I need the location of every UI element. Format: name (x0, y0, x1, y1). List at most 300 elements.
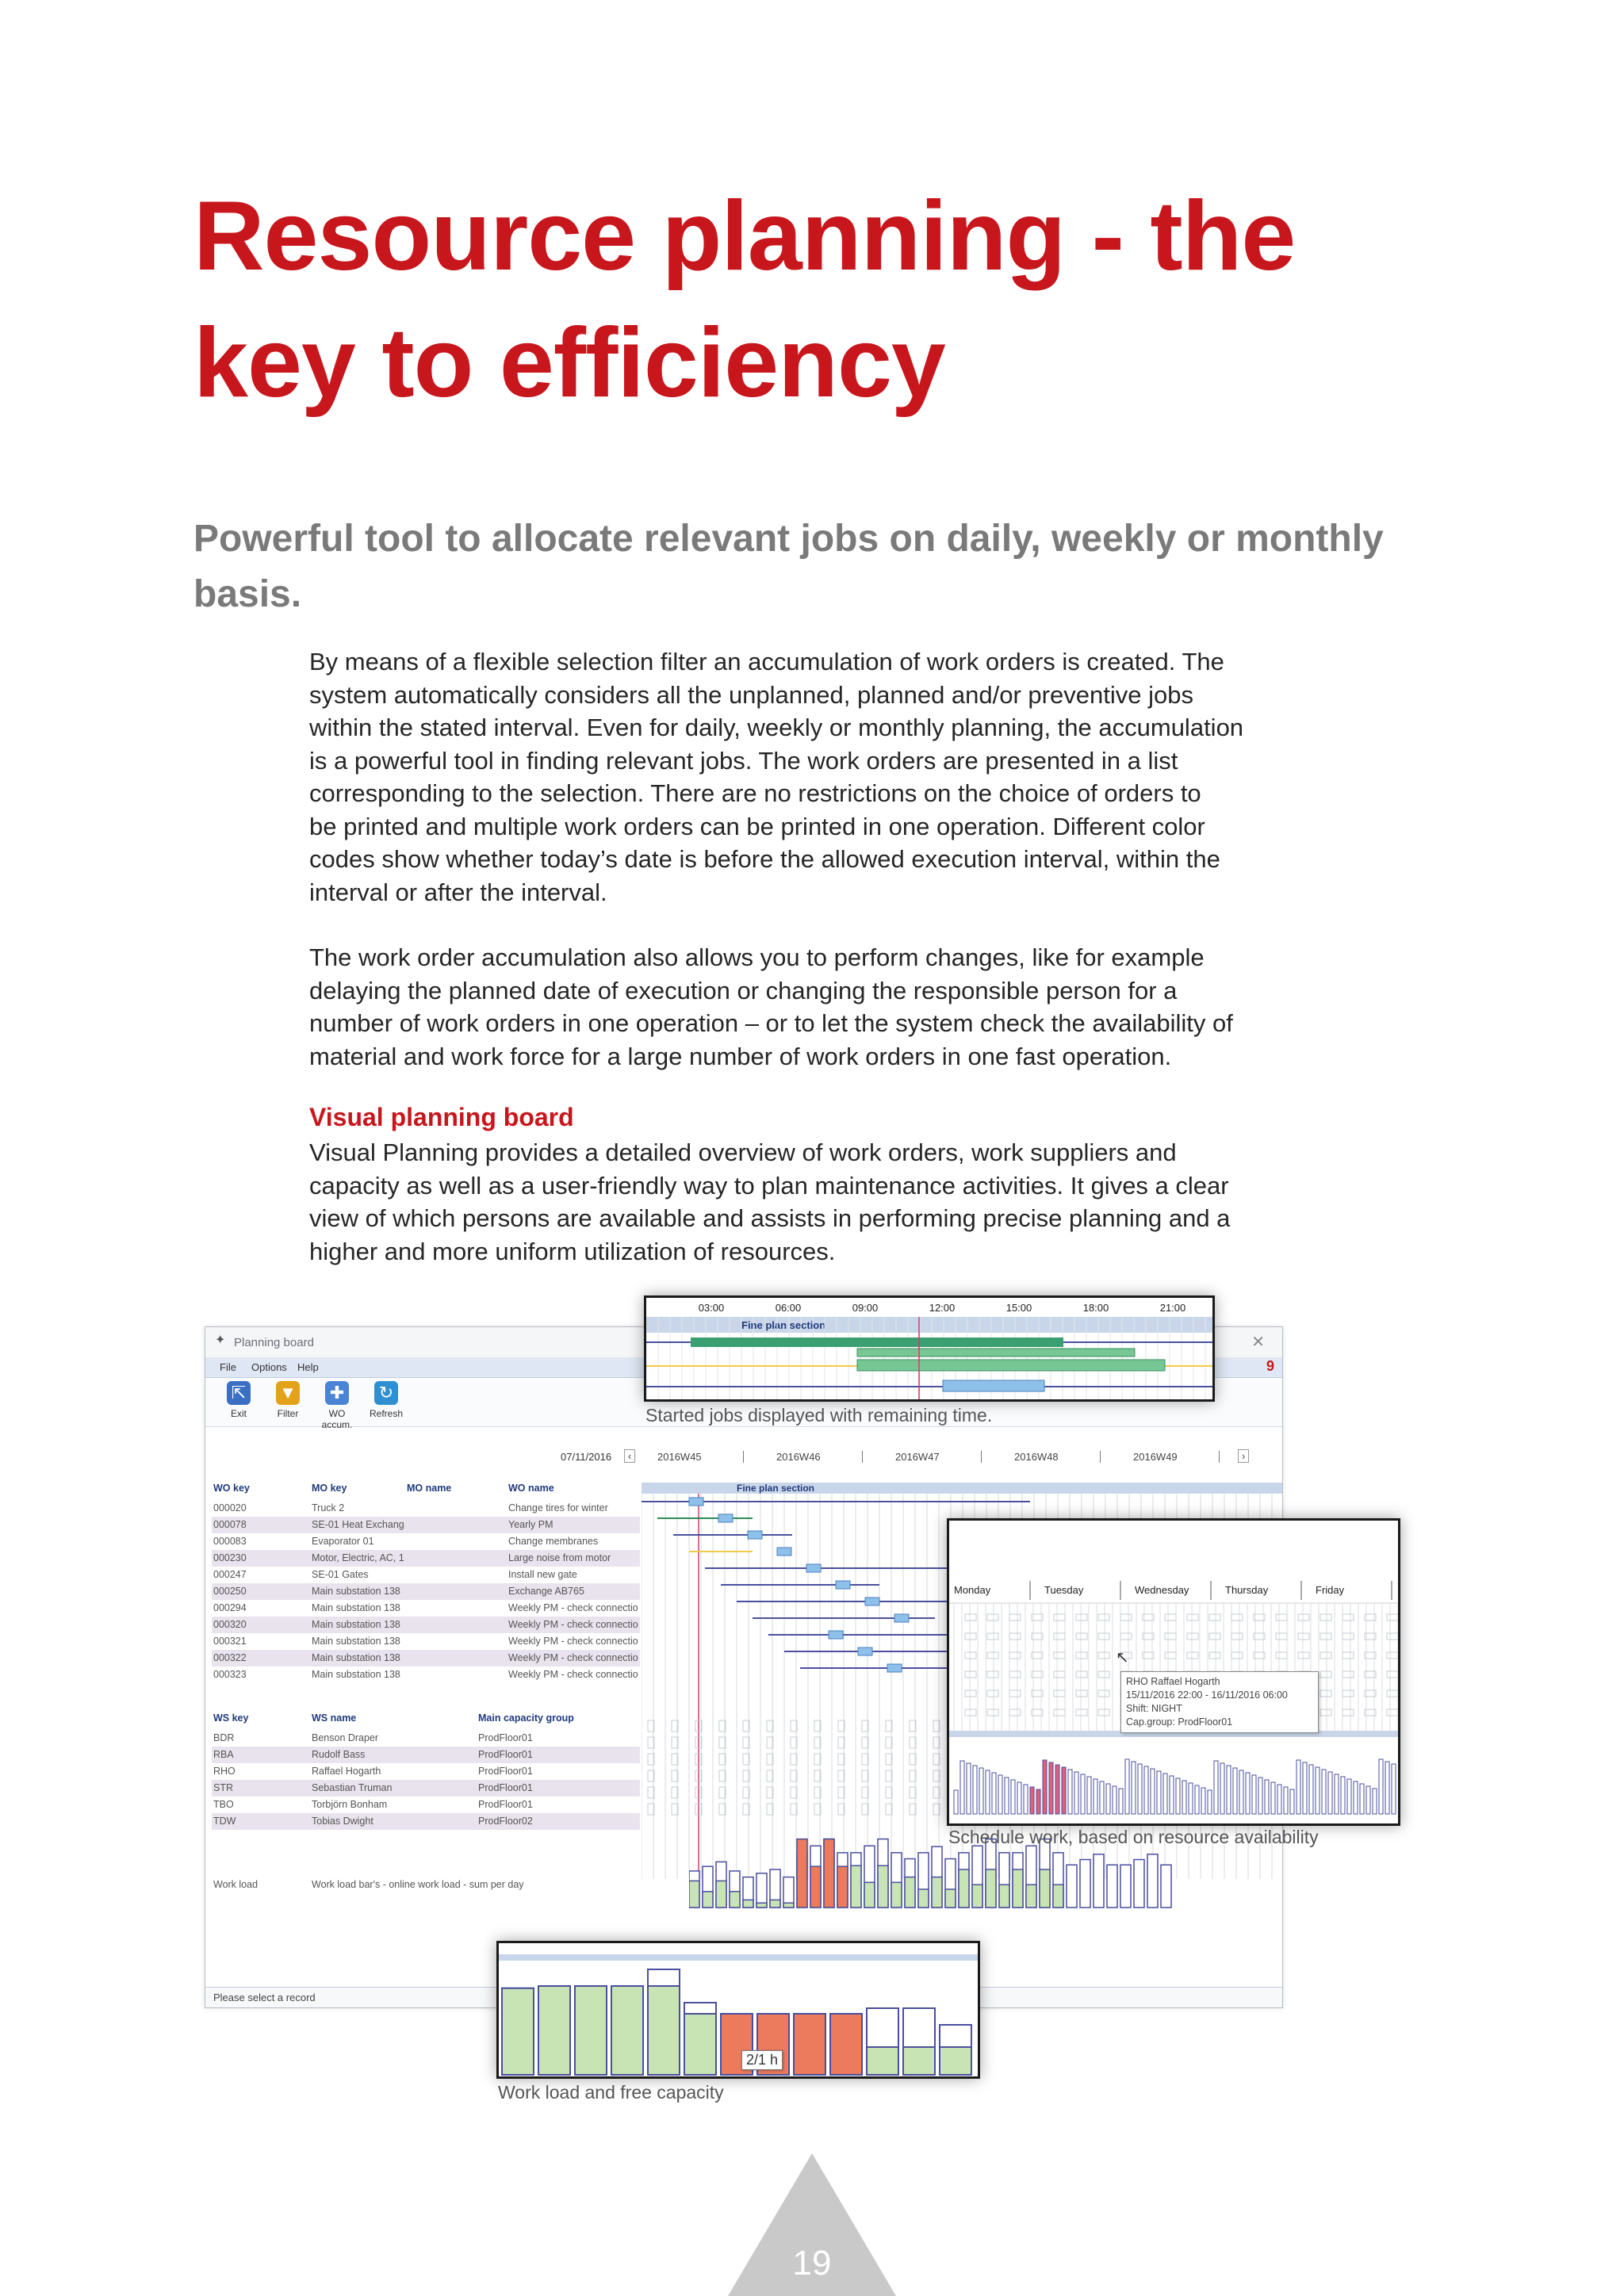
time-label: 18:00 (1082, 1302, 1109, 1314)
schedule-bar (1201, 1788, 1205, 1814)
load-bar (770, 1900, 780, 1908)
schedule-bar (1265, 1780, 1269, 1814)
table-cell: Main substation 138 (312, 1636, 400, 1647)
status-text: Please select a record (213, 1992, 316, 2003)
schedule-bar (1220, 1763, 1224, 1814)
schedule-bar (1246, 1773, 1250, 1814)
time-label: 09:00 (852, 1302, 879, 1314)
gantt-task (887, 1664, 902, 1672)
shift-slot (1187, 1652, 1198, 1659)
time-label: 15:00 (1005, 1302, 1032, 1314)
workload-band (499, 1954, 978, 1961)
paragraph-line: capacity as well as a user-friendly way to plan maintenance activities. It gives a clear (309, 1171, 1229, 1200)
shift-slot (1076, 1652, 1087, 1659)
gantt-task (836, 1581, 850, 1589)
schedule-bar (1227, 1766, 1231, 1814)
schedule-bar (1309, 1765, 1313, 1814)
page-number: 19 (792, 2244, 832, 2283)
schedule-bar (1068, 1770, 1072, 1814)
table-cell: ProdFloor01 (478, 1766, 533, 1777)
capacity-bar (1120, 1865, 1131, 1908)
timeline-header (205, 1448, 1282, 1468)
workload-chart (499, 1943, 978, 2076)
page-title (193, 173, 1542, 427)
capacity-bar (1067, 1865, 1077, 1908)
table-row[interactable] (212, 1780, 640, 1797)
schedule-bar (1011, 1780, 1015, 1814)
gantt-task (689, 1498, 703, 1506)
table-cell: Truck 2 (312, 1502, 345, 1513)
shift-slot (965, 1690, 976, 1697)
shift-slot (1076, 1633, 1087, 1640)
paragraph-line: interval or after the interval. (309, 878, 607, 906)
shift-slot (1342, 1614, 1354, 1621)
shift-slot (1320, 1652, 1331, 1659)
table-cell: Main substation 138 (312, 1586, 400, 1597)
table-cell: 000322 (213, 1652, 247, 1663)
schedule-bar (1303, 1762, 1307, 1814)
schedule-bar (1036, 1789, 1040, 1814)
paragraph-line: system automatically considers all the unplanned, planned and/or preventive jobs (309, 680, 1193, 709)
shift-slot (987, 1690, 998, 1697)
capacity-bar (1107, 1865, 1117, 1908)
prev-arrow-icon[interactable]: ‹ (624, 1449, 635, 1463)
week-label[interactable]: 2016W48 (1014, 1451, 1101, 1463)
schedule-bar (1284, 1787, 1288, 1814)
week-label[interactable]: 2016W49 (1133, 1451, 1220, 1463)
schedule-bar (1024, 1785, 1028, 1814)
schedule-bar (1043, 1760, 1047, 1814)
menu-help[interactable]: Help (297, 1361, 319, 1373)
shift-slot (1320, 1709, 1331, 1716)
shift-slot (1231, 1652, 1243, 1659)
exit-icon: ⇱ (227, 1381, 251, 1405)
shift-slot (1098, 1709, 1109, 1716)
shift-slot (1098, 1671, 1109, 1678)
table-cell: STR (213, 1782, 233, 1793)
schedule-bar (1208, 1790, 1212, 1814)
shift-slot (1298, 1652, 1309, 1659)
intro-paragraph (309, 645, 1340, 909)
shift-slot (1320, 1614, 1331, 1621)
paragraph-line: delaying the planned date of execution or changing the responsible person for a (309, 976, 1178, 1004)
table-row[interactable] (212, 1763, 640, 1780)
schedule-caption: Schedule work, based on resource availability (948, 1827, 1319, 1847)
week-label[interactable]: 2016W45 (657, 1451, 744, 1463)
schedule-bar (1360, 1784, 1364, 1814)
schedule-bar (1366, 1786, 1370, 1814)
workload-popup (496, 1941, 980, 2079)
time-label: 12:00 (929, 1302, 956, 1314)
schedule-bar (1297, 1760, 1300, 1814)
page-title-line1: Resource planning - the (193, 182, 1296, 291)
workload-top (499, 1943, 978, 1954)
paragraph-line: The work order accumulation also allows you to perform changes, like for example (309, 943, 1205, 971)
column-header[interactable]: WS key (213, 1712, 249, 1724)
table-row[interactable] (212, 1730, 640, 1747)
shift-slot (1276, 1652, 1287, 1659)
fine-section-band (646, 1317, 1212, 1333)
capacity-bar (1134, 1860, 1144, 1908)
shift-slot (1342, 1690, 1354, 1697)
shift-slot (1098, 1690, 1109, 1697)
toolbar-label: Refresh (369, 1408, 404, 1419)
menu-options[interactable]: Options (251, 1361, 287, 1373)
schedule-bar (1252, 1775, 1256, 1814)
shift-slot (1187, 1633, 1198, 1640)
shift-slot (1120, 1633, 1132, 1640)
day-label: Wednesday (1135, 1584, 1189, 1596)
tooltip-line3: Shift: NIGHT (1126, 1703, 1182, 1714)
table-row[interactable] (212, 1617, 640, 1633)
filter-icon: ▼ (276, 1381, 300, 1405)
table-row[interactable] (212, 1567, 640, 1583)
shift-slot (1009, 1690, 1021, 1697)
schedule-bar (967, 1763, 971, 1814)
schedule-bar (986, 1770, 990, 1814)
gantt-task (806, 1564, 821, 1572)
table-cell: RHO (213, 1766, 236, 1777)
schedule-bar (1328, 1772, 1332, 1814)
schedule-bar (1347, 1779, 1351, 1814)
load-bar (972, 1885, 982, 1908)
load-bar (502, 1988, 534, 2075)
load-bar (959, 1869, 969, 1908)
page-subtitle-line1: Powerful tool to allocate relevant jobs on daily, weekly or monthly (193, 518, 1384, 560)
table-cell: Weekly PM - check connectio (508, 1652, 638, 1663)
shift-slot (987, 1614, 998, 1621)
table-cell: Main substation 138 (312, 1619, 400, 1630)
schedule-bar (1214, 1761, 1218, 1814)
schedule-bar (1157, 1771, 1161, 1814)
column-header[interactable]: WS name (312, 1712, 357, 1724)
schedule-bar (1373, 1789, 1377, 1814)
table-cell: Sebastian Truman (312, 1782, 393, 1793)
shift-slot (965, 1614, 976, 1621)
shift-slot (1054, 1690, 1065, 1697)
shift-slot (1098, 1633, 1109, 1640)
table-cell: Exchange AB765 (508, 1586, 584, 1597)
shift-slot (1298, 1614, 1309, 1621)
current-date: 07/11/2016 (561, 1451, 612, 1463)
week-label[interactable]: 2016W47 (895, 1451, 982, 1463)
refresh-icon: ↻ (374, 1381, 398, 1405)
load-bar (864, 1882, 875, 1908)
paragraph-line: be printed and multiple work orders can be printed in one operation. Different color (309, 812, 1205, 840)
schedule-bar (1049, 1762, 1053, 1814)
schedule-bar (1354, 1781, 1358, 1814)
schedule-bar (1087, 1777, 1091, 1814)
table-cell: Large noise from motor (508, 1552, 611, 1563)
table-row[interactable] (212, 1500, 640, 1517)
schedule-bar (1239, 1770, 1243, 1814)
schedule-bar (1132, 1762, 1136, 1814)
schedule-bar (1341, 1777, 1345, 1814)
load-bar (945, 1889, 956, 1908)
column-header[interactable]: WO key (213, 1483, 250, 1494)
paragraph-line: higher and more uniform utilization of resources. (309, 1237, 836, 1265)
table-cell: SE-01 Heat Exchang (312, 1519, 404, 1530)
tooltip-line1: RHO Raffael Hogarth (1126, 1676, 1220, 1687)
shift-slot (1187, 1614, 1198, 1621)
load-bar (905, 1877, 915, 1908)
schedule-bar (1062, 1767, 1066, 1814)
shift-slot (1076, 1614, 1087, 1621)
table-cell: Motor, Electric, AC, 1 (312, 1552, 404, 1563)
shift-slot (1054, 1671, 1065, 1678)
shift-slot (1320, 1633, 1331, 1640)
workload-description: Work load bar's - online work load - sum per day (312, 1879, 524, 1890)
column-header[interactable]: MO name (407, 1483, 452, 1494)
table-cell: Change tires for winter (508, 1502, 608, 1513)
schedule-bar (1233, 1768, 1237, 1814)
shift-slot (965, 1652, 976, 1659)
table-cell: Raffael Hogarth (312, 1766, 381, 1777)
toolbar-refresh-button[interactable] (362, 1381, 410, 1419)
toolbar-label: Exit (230, 1408, 247, 1419)
table-cell: ProdFloor02 (478, 1816, 533, 1827)
load-bar (837, 1866, 848, 1908)
shift-slot (1054, 1633, 1065, 1640)
load-bar (1053, 1885, 1063, 1908)
schedule-bar (1176, 1778, 1180, 1814)
table-cell: Main substation 138 (312, 1652, 400, 1663)
load-bar (783, 1903, 794, 1908)
schedule-bar (1335, 1774, 1339, 1814)
table-cell: Weekly PM - check connectio (508, 1636, 638, 1647)
shift-slot (1209, 1652, 1220, 1659)
toolbar-label: Filter (277, 1408, 299, 1419)
schedule-popup (947, 1518, 1400, 1826)
schedule-bar (1271, 1782, 1275, 1814)
shift-slot (1209, 1614, 1220, 1621)
table-row[interactable] (212, 1600, 640, 1617)
load-bar (743, 1900, 753, 1908)
toolbar-exit-button[interactable] (215, 1381, 262, 1419)
next-arrow-icon[interactable]: › (1238, 1449, 1249, 1463)
load-bar (932, 1877, 942, 1908)
accumulate-icon: ✚ (325, 1381, 349, 1405)
paragraph-line: view of which persons are available and assists in performing precise planning and a (309, 1204, 1231, 1232)
schedule-bar (1113, 1786, 1116, 1814)
table-row[interactable] (212, 1650, 640, 1667)
shift-slot (1098, 1652, 1109, 1659)
shift-slot (987, 1633, 998, 1640)
schedule-bar (1258, 1777, 1262, 1814)
table-cell: Install new gate (508, 1569, 577, 1580)
shift-slot (1231, 1633, 1243, 1640)
load-bar (891, 1882, 902, 1908)
table-row[interactable] (212, 1797, 640, 1813)
load-bar (575, 1986, 607, 2075)
menu-file[interactable]: File (220, 1361, 236, 1373)
shift-slot (1342, 1709, 1354, 1716)
schedule-bar (1100, 1781, 1104, 1814)
column-header[interactable]: Main capacity group (478, 1712, 574, 1724)
fine-plan-popup (644, 1295, 1215, 1402)
table-cell: SE-01 Gates (312, 1569, 369, 1580)
capacity-bar (1080, 1860, 1090, 1908)
table-cell: 000320 (213, 1619, 247, 1630)
schedule-bar (1074, 1772, 1078, 1814)
load-bar (648, 1986, 680, 2075)
shift-slot (1387, 1652, 1398, 1659)
table-row[interactable] (212, 1633, 640, 1650)
schedule-bar (1055, 1765, 1059, 1814)
shift-slot (1342, 1633, 1354, 1640)
table-cell: 000083 (213, 1536, 247, 1547)
workload-label: Work load (213, 1879, 259, 1890)
load-bar (867, 2047, 898, 2075)
column-header[interactable]: MO key (312, 1483, 347, 1494)
schedule-bar (1094, 1779, 1097, 1814)
workload-caption: Work load and free capacity (498, 2082, 724, 2103)
table-cell: Tobias Dwight (312, 1816, 373, 1827)
table-row[interactable] (212, 1550, 640, 1567)
gantt-section-label: Fine plan section (737, 1483, 815, 1494)
column-header[interactable]: WO name (508, 1483, 554, 1494)
table-row[interactable] (212, 1517, 640, 1533)
toolbar-label: WO accum. (321, 1408, 353, 1430)
paragraph-line: By means of a flexible selection filter an accumulation of work orders is created. The (309, 648, 1224, 675)
schedule-bar (1170, 1776, 1174, 1814)
page-subtitle (193, 511, 1494, 622)
schedule-bar (1385, 1762, 1389, 1814)
time-label: 21:00 (1159, 1302, 1186, 1314)
table-cell: Evaporator 01 (312, 1536, 374, 1547)
load-bar (903, 2047, 935, 2075)
window-title: Planning board (234, 1336, 314, 1349)
close-icon[interactable]: ✕ (1251, 1334, 1265, 1351)
week-label[interactable]: 2016W46 (776, 1451, 863, 1463)
table-cell: Main substation 138 (312, 1669, 400, 1680)
table-cell: RBA (213, 1749, 234, 1760)
shift-slot (1342, 1671, 1354, 1678)
shift-slot (1387, 1633, 1398, 1640)
load-bar (830, 2014, 862, 2075)
shift-slot (987, 1709, 998, 1716)
table-cell: Main substation 138 (312, 1602, 400, 1613)
shift-slot (987, 1671, 998, 1678)
table-cell: BDR (213, 1732, 235, 1743)
load-bar (986, 1869, 996, 1908)
load-bar (794, 2014, 825, 2075)
page-marker: 9 (1266, 1358, 1274, 1374)
shift-slot (1009, 1709, 1021, 1716)
load-bar (851, 1866, 861, 1908)
table-row[interactable] (212, 1583, 640, 1600)
shift-slot (965, 1709, 976, 1716)
shift-slot (1276, 1614, 1287, 1621)
load-bar (878, 1866, 888, 1908)
accumulation-paragraph (309, 941, 1340, 1073)
table-cell: 000294 (213, 1602, 247, 1613)
shift-slot (1387, 1690, 1398, 1697)
page-title-line2: key to efficiency (193, 308, 945, 418)
table-cell: Benson Draper (312, 1732, 379, 1743)
table-row[interactable] (212, 1747, 640, 1763)
shift-slot (965, 1671, 976, 1678)
load-bar (1026, 1885, 1036, 1908)
table-cell: Weekly PM - check connectio (508, 1669, 638, 1680)
day-label: Tuesday (1044, 1584, 1084, 1596)
day-label: Monday (954, 1584, 991, 1596)
fine-task (857, 1349, 1135, 1357)
fine-section-label: Fine plan section (741, 1319, 826, 1331)
shift-slot (1165, 1633, 1176, 1640)
resource-tooltip (1120, 1671, 1319, 1733)
table-cell: Weekly PM - check connectio (508, 1619, 638, 1630)
shift-slot (1165, 1614, 1176, 1621)
paragraph-line: within the stated interval. Even for daily, weekly or monthly planning, the accumulation (309, 714, 1244, 741)
schedule-bar (1195, 1785, 1199, 1814)
shift-slot (1009, 1633, 1021, 1640)
shift-slot (1387, 1709, 1398, 1716)
time-label: 06:00 (775, 1302, 802, 1314)
table-cell: 000323 (213, 1669, 247, 1680)
load-bar (1040, 1869, 1050, 1908)
fine-task (691, 1337, 1063, 1347)
load-bar (940, 2047, 971, 2075)
shift-slot (1231, 1614, 1243, 1621)
shift-slot (1054, 1709, 1065, 1716)
day-label: Thursday (1225, 1584, 1269, 1596)
load-bar (756, 1903, 767, 1908)
schedule-bar (1277, 1785, 1281, 1814)
load-bar (1013, 1869, 1023, 1908)
load-bar (611, 1986, 643, 2075)
schedule-bar (1392, 1764, 1396, 1814)
load-bar (689, 1881, 699, 1908)
schedule-bar (1017, 1782, 1021, 1814)
paragraph-line: corresponding to the selection. There are no restrictions on the choice of orders to (309, 779, 1201, 807)
load-bar (716, 1881, 726, 1908)
gantt-task (718, 1514, 733, 1522)
paragraph-line: codes show whether today’s date is before the allowed execution interval, within the (309, 845, 1220, 873)
table-row[interactable] (212, 1533, 640, 1550)
gantt-task (777, 1548, 791, 1556)
load-bar (730, 1892, 740, 1908)
table-cell: Torbjörn Bonham (312, 1799, 388, 1810)
load-bar (918, 1889, 929, 1908)
visual-planning-paragraph (309, 1136, 1340, 1268)
gantt-task (894, 1614, 909, 1622)
shift-slot (1320, 1671, 1331, 1678)
table-cell: ProdFloor01 (478, 1749, 533, 1760)
toolbar-wo-accum-button[interactable] (313, 1381, 361, 1430)
schedule-bar (1182, 1781, 1186, 1814)
shift-slot (1320, 1690, 1331, 1697)
gantt-task (829, 1631, 843, 1639)
table-cell: ProdFloor01 (478, 1799, 533, 1810)
table-row[interactable] (212, 1813, 640, 1830)
shift-slot (1276, 1633, 1287, 1640)
shift-slot (1298, 1633, 1309, 1640)
shift-slot (1076, 1671, 1087, 1678)
toolbar-filter-button[interactable] (264, 1381, 312, 1419)
shift-slot (1009, 1614, 1021, 1621)
shift-slot (1209, 1633, 1220, 1640)
table-row[interactable] (212, 1667, 640, 1683)
shift-slot (1342, 1652, 1354, 1659)
day-label: Friday (1316, 1584, 1345, 1596)
table-cell: Rudolf Bass (312, 1749, 366, 1760)
paragraph-line: is a powerful tool in finding relevant jobs. The work orders are presented in a list (309, 746, 1178, 775)
load-bar (999, 1885, 1009, 1908)
load-bar (797, 1839, 807, 1908)
schedule-bar (1030, 1787, 1034, 1814)
gantt-task (748, 1531, 762, 1539)
